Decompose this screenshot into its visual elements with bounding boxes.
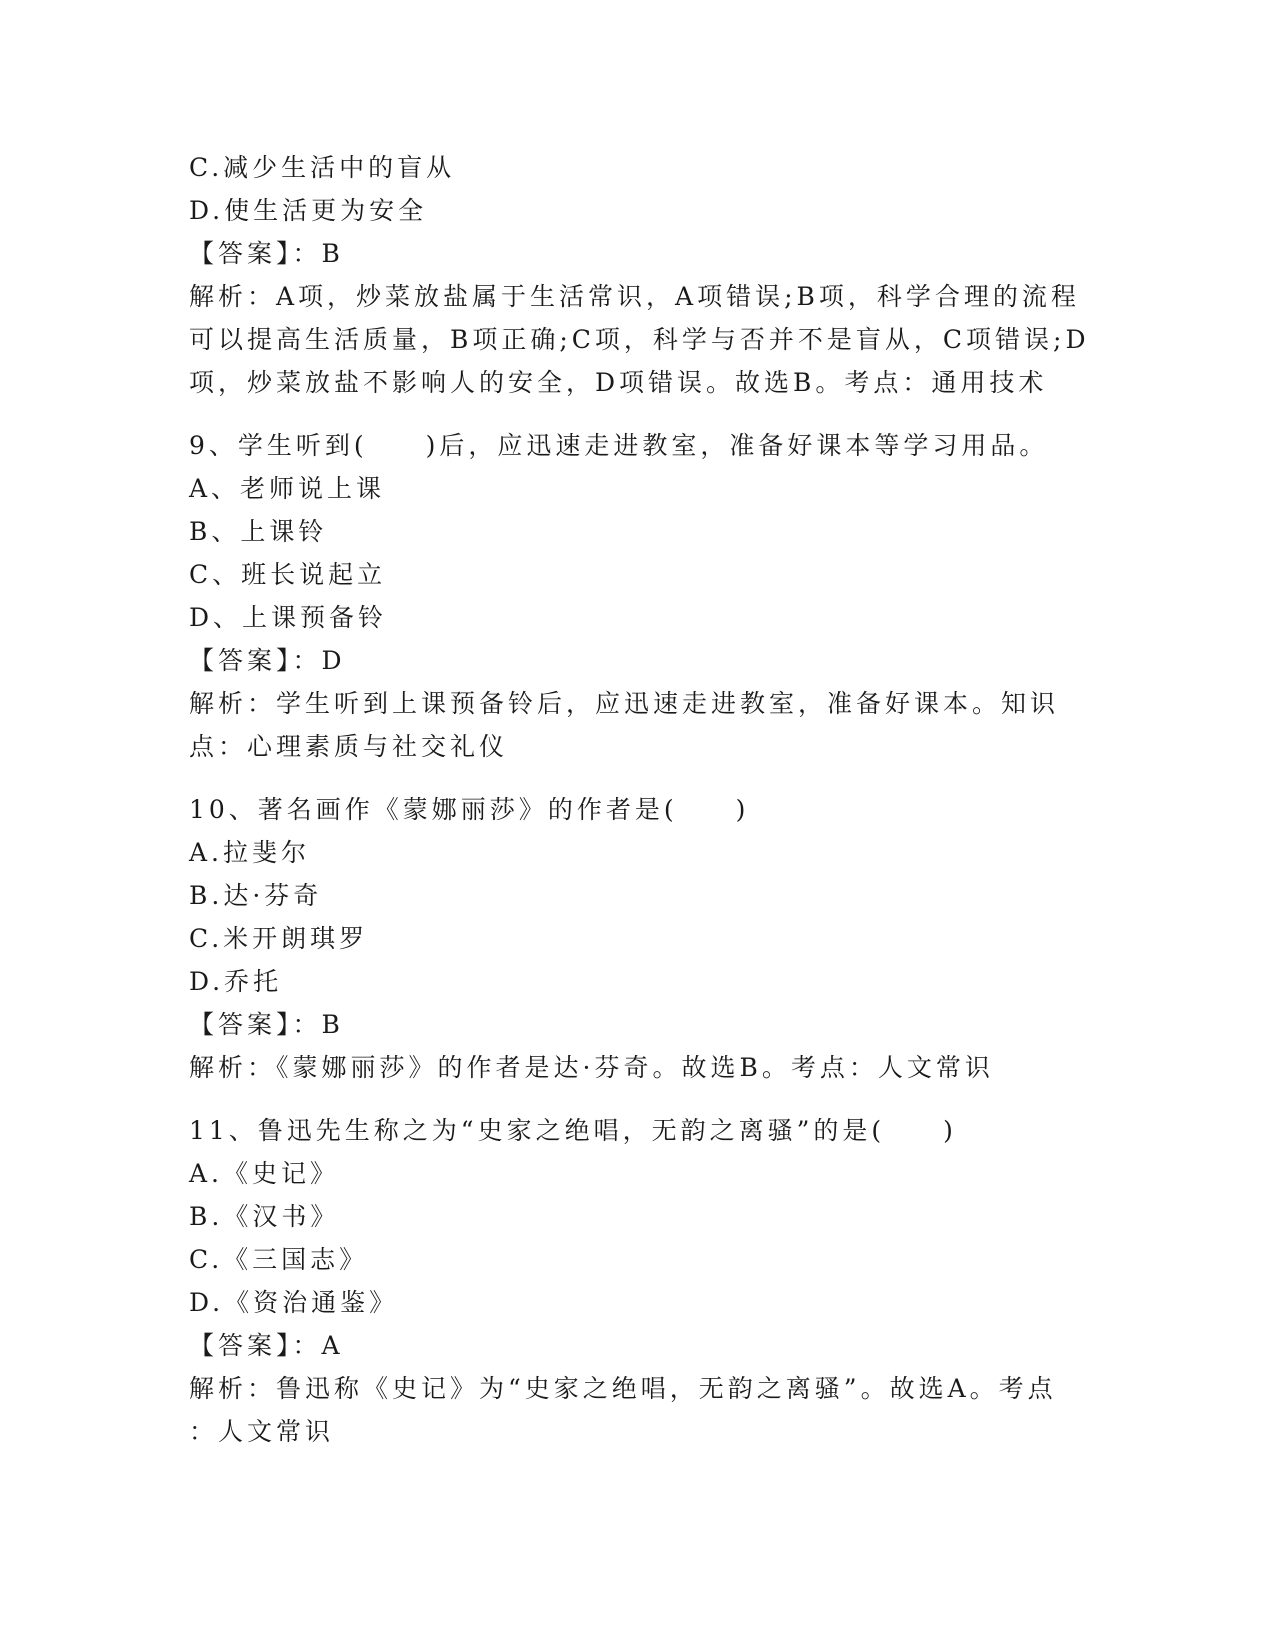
option-b: B.《汉书》 (189, 1202, 340, 1231)
option-d: D.使生活更为安全 (189, 196, 428, 225)
option-a: A.《史记》 (189, 1159, 340, 1188)
option-b: B、上课铃 (189, 517, 328, 546)
analysis-line: 解析：A项，炒菜放盐属于生活常识，A项错误;B项，科学合理的流程 (189, 282, 1080, 311)
option-d: D.《资治通鉴》 (189, 1288, 399, 1317)
option-a: A.拉斐尔 (189, 838, 311, 867)
option-c: C.米开朗琪罗 (189, 924, 369, 953)
analysis-line: 项，炒菜放盐不影响人的安全，D项错误。故选B。考点：通用技术 (189, 368, 1048, 397)
analysis-line: 解析：鲁迅称《史记》为“史家之绝唱，无韵之离骚”。故选A。考点 (189, 1374, 1057, 1403)
option-d: D.乔托 (189, 967, 283, 996)
answer-line: 【答案】：A (189, 1331, 344, 1360)
analysis-line: 解析：学生听到上课预备铃后，应迅速走进教室，准备好课本。知识 (189, 689, 1060, 718)
answer-line: 【答案】：B (189, 239, 344, 268)
option-c: C.减少生活中的盲从 (189, 153, 456, 182)
answer-line: 【答案】：B (189, 1010, 344, 1039)
question-text: 10、著名画作《蒙娜丽莎》的作者是( ) (189, 795, 750, 824)
option-b: B.达·芬奇 (189, 881, 323, 910)
prev-question-block (189, 146, 1089, 404)
question-10-block (189, 788, 1089, 1089)
question-11-block (189, 1109, 1089, 1453)
option-a: A、老师说上课 (189, 474, 386, 503)
question-text: 9、学生听到( )后，应迅速走进教室，准备好课本等学习用品。 (189, 431, 1049, 460)
analysis-line: 可以提高生活质量，B项正确;C项，科学与否并不是盲从，C项错误;D (189, 325, 1090, 354)
analysis-line: 解析：《蒙娜丽莎》的作者是达·芬奇。故选B。考点：人文常识 (189, 1053, 994, 1082)
question-text: 11、鲁迅先生称之为“史家之绝唱，无韵之离骚”的是( ) (189, 1116, 957, 1145)
document-page (189, 146, 1089, 1453)
answer-line: 【答案】：D (189, 646, 346, 675)
option-d: D、上课预备铃 (189, 603, 388, 632)
option-c: C、班长说起立 (189, 560, 387, 589)
analysis-line: 点：心理素质与社交礼仪 (189, 732, 509, 761)
analysis-line: ：人文常识 (189, 1417, 335, 1446)
question-9-block (189, 424, 1089, 768)
option-c: C.《三国志》 (189, 1245, 369, 1274)
